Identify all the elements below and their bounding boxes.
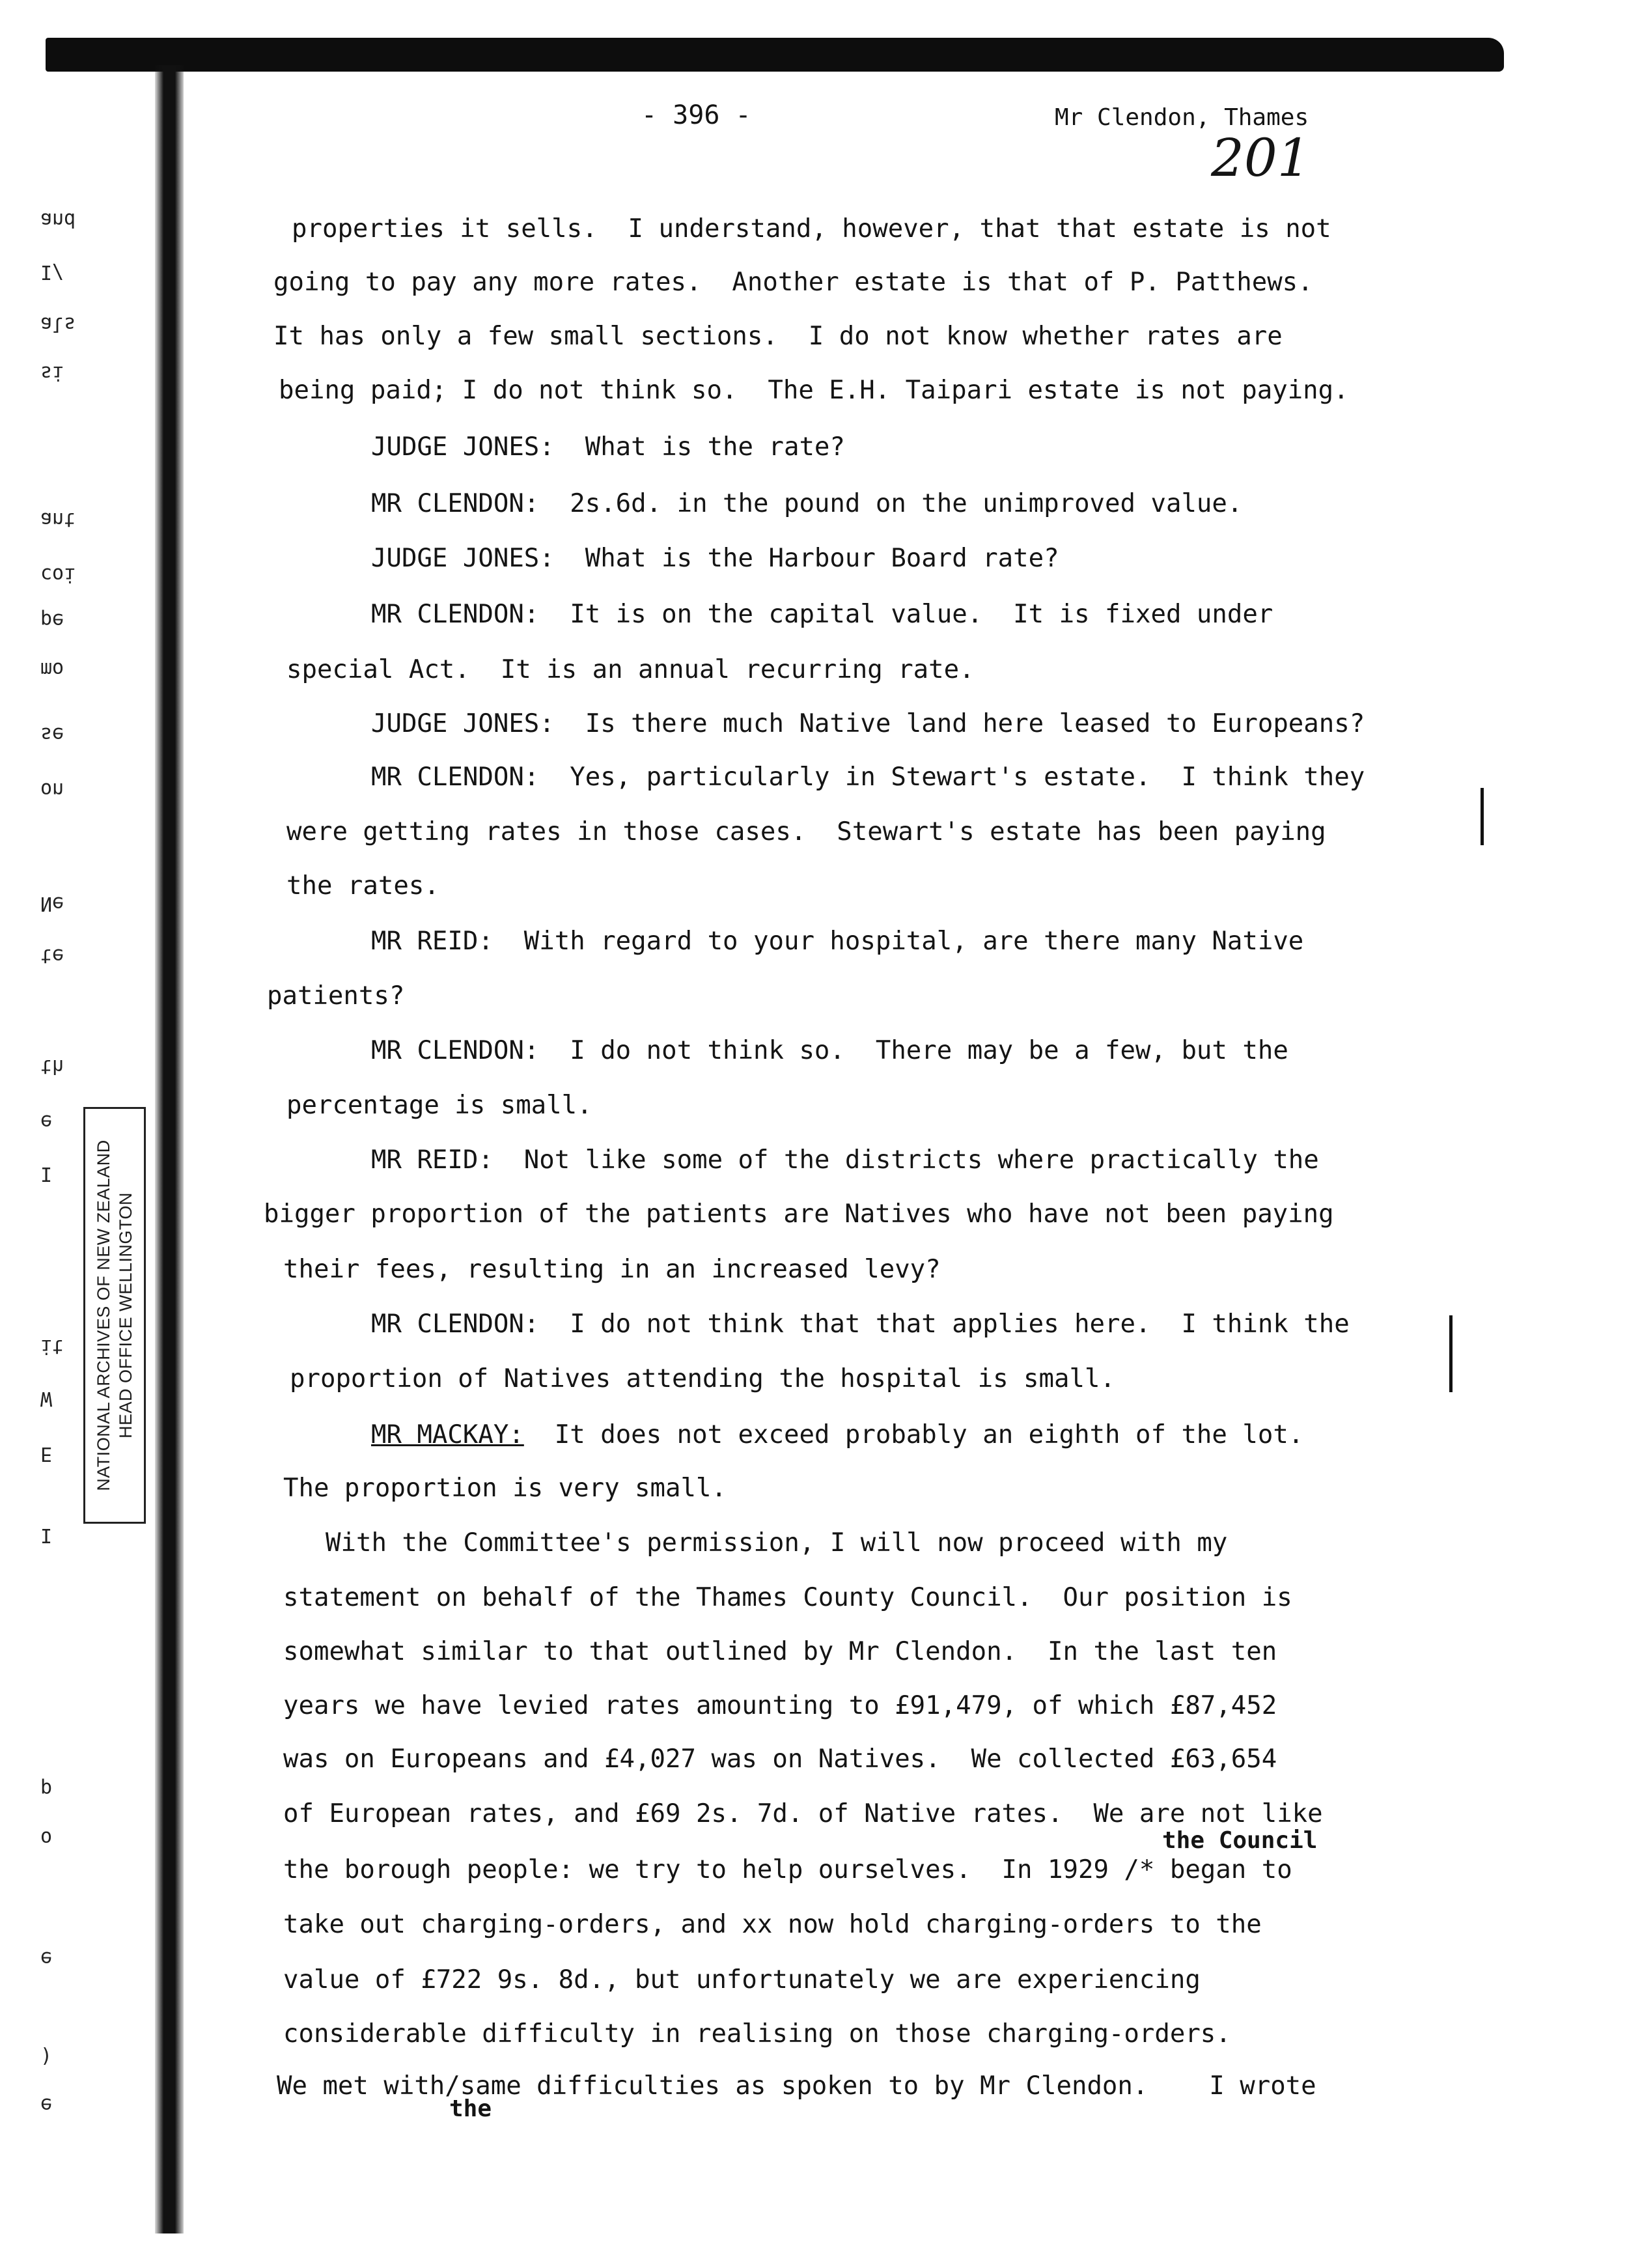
transcript-line: percentage is small.: [286, 1091, 592, 1120]
transcript-line: [371, 1146, 1319, 1175]
margin-mark: [1449, 1315, 1453, 1392]
margin-fragment: te: [40, 944, 64, 967]
transcript-line: were getting rates in those cases. Stewart's estate has been paying: [286, 817, 1326, 847]
margin-fragment: th: [40, 1055, 64, 1078]
transcript-line: [371, 1421, 1303, 1449]
speech-text: It does not exceed probably an eighth of the lot.: [523, 1420, 1304, 1449]
speech-text: It is on the capital value. It is fixed under: [539, 600, 1273, 629]
transcript-line: patients?: [267, 981, 405, 1011]
speech-text: Not like some of the districts where practically the: [493, 1145, 1319, 1175]
transcript-line: We met with/same difficulties as spoken to by Mr Clendon. I wrote: [277, 2071, 1316, 2101]
transcript-line: properties it sells. I understand, however, that that estate is not: [292, 214, 1331, 244]
speaker-label: MR CLENDON:: [371, 763, 540, 792]
typed-insertion: the: [449, 2095, 492, 2122]
transcript-line: [371, 763, 1365, 792]
transcript-line: [371, 600, 1273, 629]
speech-text: I do not think that that applies here. I think the: [539, 1309, 1350, 1339]
transcript-line: [371, 1037, 1288, 1065]
margin-fragment: se: [40, 723, 64, 746]
speaker-label: JUDGE JONES:: [371, 709, 555, 738]
transcript-line: [371, 490, 1242, 518]
margin-mark: [1481, 788, 1484, 845]
transcript-line: [371, 1310, 1350, 1339]
running-head: Mr Clendon, Thames: [1055, 104, 1309, 131]
margin-fragment: pe: [40, 609, 64, 632]
transcript-line: being paid; I do not think so. The E.H. Taipari estate is not paying.: [279, 376, 1349, 405]
margin-fragment: si: [40, 361, 64, 384]
page-number: - 396 -: [641, 100, 751, 130]
transcript-line: years we have levied rates amounting to £91,479, of which £87,452: [283, 1691, 1277, 1720]
margin-fragment: ant: [40, 508, 76, 531]
speaker-label: JUDGE JONES:: [371, 432, 555, 462]
typed-insertion: the Council: [1162, 1827, 1318, 1854]
speech-text: Is there much Native land here leased to Europeans?: [554, 709, 1365, 738]
speaker-label: MR CLENDON:: [371, 489, 540, 518]
speaker-label: MR CLENDON:: [371, 600, 540, 629]
transcript-line: [371, 927, 1303, 956]
speaker-label: MR MACKAY:: [371, 1420, 524, 1449]
transcript-line: [371, 433, 845, 462]
speech-text: What is the Harbour Board rate?: [554, 544, 1059, 573]
speech-text: Yes, particularly in Stewart's estate. I think they: [539, 763, 1365, 792]
transcript-line: somewhat similar to that outlined by Mr Clendon. In the last ten: [283, 1637, 1277, 1666]
transcript-line: going to pay any more rates. Another estate is that of P. Patthews.: [273, 268, 1313, 297]
transcript-line: proportion of Natives attending the hospital is small.: [290, 1364, 1115, 1393]
transcript-line: With the Committee's permission, I will now proceed with my: [326, 1528, 1228, 1558]
margin-fragment: I: [40, 1162, 53, 1185]
transcript-line: was on Europeans and £4,027 was on Natives. We collected £63,654: [283, 1744, 1277, 1774]
transcript-line: the borough people: we try to help ourselves. In 1929 /* began to: [283, 1855, 1292, 1884]
margin-fragment: mo: [40, 658, 64, 680]
speaker-label: MR CLENDON:: [371, 1309, 540, 1339]
margin-fragment: o: [40, 1827, 53, 1849]
margin-fragment: Ne: [40, 892, 64, 915]
transcript-line: special Act. It is an annual recurring rate.: [286, 655, 975, 684]
margin-fragment: als: [40, 313, 76, 335]
margin-fragment: I/: [40, 260, 64, 283]
handwritten-folio-number: 201: [1211, 128, 1311, 188]
speech-text: What is the rate?: [554, 432, 845, 462]
margin-fragment: I: [40, 1524, 53, 1547]
transcript-line: considerable difficulty in realising on those charging-orders.: [283, 2019, 1231, 2049]
transcript-line: [371, 710, 1365, 738]
speech-text: 2s.6d. in the pound on the unimproved value.: [539, 489, 1243, 518]
transcript-line: statement on behalf of the Thames County Council. Our position is: [283, 1583, 1292, 1612]
margin-fragment: and: [40, 208, 76, 231]
transcript-line: take out charging-orders, and xx now hold charging-orders to the: [283, 1910, 1262, 1939]
archive-stamp-line-1: NATIONAL ARCHIVES OF NEW ZEALAND: [94, 1140, 113, 1491]
margin-fragment: it: [40, 1335, 64, 1358]
speaker-label: MR CLENDON:: [371, 1036, 540, 1065]
margin-fragment: E: [40, 1442, 53, 1465]
margin-fragment: W: [40, 1387, 53, 1410]
margin-fragment: ): [40, 2045, 53, 2067]
margin-fragment: e: [40, 1110, 53, 1133]
margin-fragment: coi: [40, 563, 76, 586]
speaker-label: MR REID:: [371, 927, 494, 956]
speech-text: I do not think so. There may be a few, but the: [539, 1036, 1288, 1065]
speaker-label: JUDGE JONES:: [371, 544, 555, 573]
transcript-line: It has only a few small sections. I do not know whether rates are: [273, 322, 1283, 351]
margin-fragment: e: [40, 2093, 53, 2116]
transcript-line: bigger proportion of the patients are Natives who have not been paying: [264, 1199, 1334, 1229]
transcript-line: their fees, resulting in an increased levy?: [283, 1255, 941, 1284]
margin-fragment: on: [40, 778, 64, 801]
margin-fragment: p: [40, 1778, 53, 1800]
transcript-line: of European rates, and £69 2s. 7d. of Native rates. We are not like: [283, 1799, 1323, 1828]
transcript-line: value of £722 9s. 8d., but unfortunately we are experiencing: [283, 1965, 1201, 1995]
transcript-line: The proportion is very small.: [283, 1474, 727, 1503]
speech-text: With regard to your hospital, are there many Native: [493, 927, 1304, 956]
archive-stamp-line-2: HEAD OFFICE WELLINGTON: [116, 1192, 135, 1439]
transcript-line: [371, 544, 1059, 573]
speaker-label: MR REID:: [371, 1145, 494, 1175]
transcript-line: the rates.: [286, 871, 439, 901]
margin-fragment: e: [40, 1947, 53, 1970]
